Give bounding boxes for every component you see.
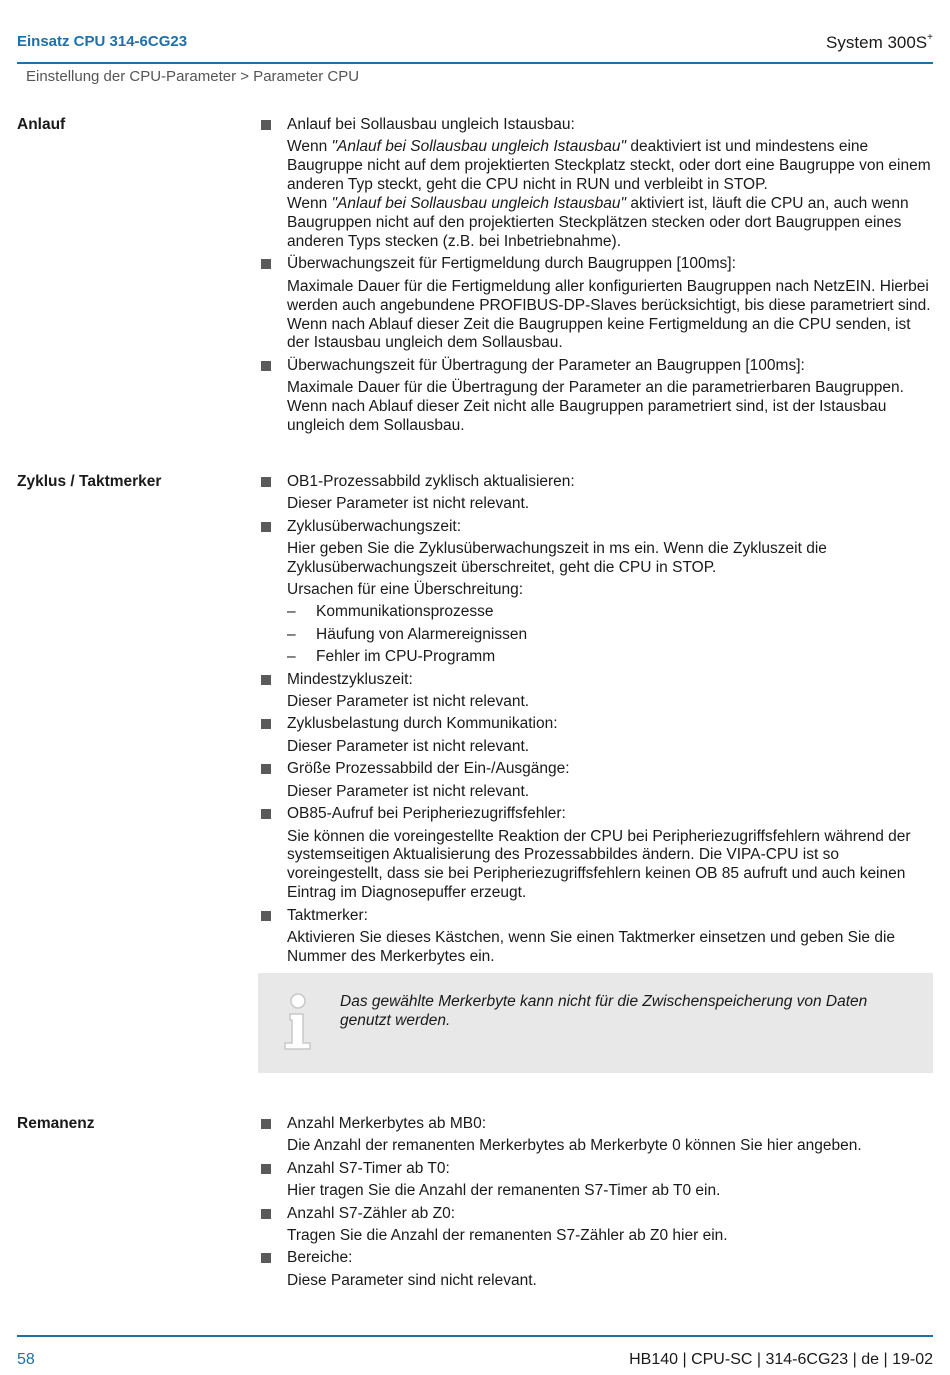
chapter-title: Einsatz CPU 314-6CG23 <box>17 33 188 50</box>
item-title: Überwachungszeit für Fertigmeldung durch Baugruppen [100ms]: <box>287 255 736 273</box>
item-description: Maximale Dauer für die Fertigmeldung aller konfigurierten Baugruppen nach NetzEIN. Hierbei werden auch angebundene PROFIBUS-DP-Slaves berücksichtigt, bis diese parametriert sind. Wenn nach Ablauf dieser Zeit die Baugruppen keine Fertigmeldung an die CPU senden, ist der Istausbau ungleich dem Sollausbau. <box>287 277 931 352</box>
list-item <box>258 518 933 667</box>
list-item <box>258 357 933 436</box>
square-bullet-icon <box>261 522 271 532</box>
dash-item-text: Häufung von Alarmereignissen <box>316 625 528 643</box>
dash-list-item <box>287 648 933 667</box>
dash-item-text: Kommunikationsprozesse <box>316 603 494 621</box>
square-bullet-icon <box>261 1164 271 1174</box>
breadcrumb: Einstellung der CPU-Parameter > Parameter CPU <box>26 68 360 85</box>
item-title: Zyklusüberwachungszeit: <box>287 517 462 535</box>
list-item <box>258 760 933 801</box>
item-title: OB85-Aufruf bei Peripheriezugriffsfehler: <box>287 805 566 823</box>
item-description: Diese Parameter sind nicht relevant. <box>287 1271 537 1289</box>
document-reference: HB140 | CPU-SC | 314-6CG23 | de | 19-02 <box>629 1351 933 1368</box>
sub-list-intro: Ursachen für eine Überschreitung: <box>287 581 524 599</box>
section-zyklus <box>258 471 933 970</box>
paragraph: Hier geben Sie die Zyklusüberwachungszeit in ms ein. Wenn die Zykluszeit die Zyklusüberwachungszeit überschreitet, geht die CPU in STOP. <box>287 540 827 577</box>
item-description: Maximale Dauer für die Übertragung der Parameter an die parametrierbaren Baugruppen. Wenn nach Ablauf dieser Zeit nicht alle Baugruppen parametriert sind, ist der Istausbau ungleich dem Sollausbau. <box>287 379 904 435</box>
item-description: Sie können die voreingestellte Reaktion der CPU bei Peripheriezugriffsfehlern während der systemseitigen Aktualisierung des Prozessabbildes ändern. Die VIPA-CPU ist so voreingestellt, dass sie bei Peripheriezugriffsfehlern keinen OB 85 aufruft und auch keinen Eintrag im Diagnosepuffer erzeugt. <box>287 827 911 902</box>
item-title: Anlauf bei Sollausbau ungleich Istausbau: <box>287 116 575 133</box>
section-remanenz <box>258 1113 933 1294</box>
item-title: Bereiche: <box>287 1249 353 1267</box>
info-note <box>258 973 933 1073</box>
system-superscript: + <box>927 32 933 44</box>
square-bullet-icon <box>261 911 271 921</box>
list-item <box>258 1249 933 1290</box>
square-bullet-icon <box>261 1119 271 1129</box>
item-description: Dieser Parameter ist nicht relevant. <box>287 782 530 800</box>
square-bullet-icon <box>261 1253 271 1263</box>
note-text: Das gewählte Merkerbyte kann nicht für die Zwischenspeicherung von Daten genutzt werden. <box>340 993 868 1029</box>
page-number: 58 <box>17 1351 35 1368</box>
square-bullet-icon <box>261 120 271 130</box>
item-description: Dieser Parameter ist nicht relevant. <box>287 495 530 513</box>
header-divider <box>17 62 933 64</box>
square-bullet-icon <box>261 477 271 487</box>
square-bullet-icon <box>261 1209 271 1219</box>
square-bullet-icon <box>261 719 271 729</box>
square-bullet-icon <box>261 361 271 371</box>
item-title: Mindestzykluszeit: <box>287 670 413 688</box>
paragraph <box>287 195 933 252</box>
text-run: Wenn <box>287 138 332 156</box>
item-description: Aktivieren Sie dieses Kästchen, wenn Sie einen Taktmerker einsetzen und geben Sie die Nummer des Merkerbytes ein. <box>287 929 896 965</box>
dash-list-item <box>287 626 933 645</box>
section-label-zyklus: Zyklus / Taktmerker <box>17 473 162 490</box>
text-run: deaktiviert ist und mindestens eine Baugruppe nicht auf dem projektierten Steckplatz steckt, oder dort eine Baugruppe von einem anderen Typ steckt, geht die CPU nicht in RUN und verbleibt in STOP. <box>287 138 931 194</box>
item-title: Überwachungszeit für Übertragung der Parameter an Baugruppen [100ms]: <box>287 356 805 374</box>
dash-bullet: – <box>287 603 296 621</box>
text-run: Wenn <box>287 195 332 213</box>
system-name <box>826 33 933 53</box>
list-item <box>258 1115 933 1156</box>
item-title: Zyklusbelastung durch Kommunikation: <box>287 715 558 733</box>
section-label-remanenz: Remanenz <box>17 1115 95 1132</box>
list-item <box>258 1160 933 1201</box>
list-item <box>258 805 933 903</box>
dash-list-item <box>287 603 933 622</box>
text-run: aktiviert ist, läuft die CPU an, auch wenn Baugruppen nicht auf den projektierten Steckplätzen stecken oder dort Baugruppen eines anderen Typs stecken (z.B. bei Inbetriebnahme). <box>287 195 909 250</box>
paragraph <box>287 138 933 195</box>
emphasis-text: "Anlauf bei Sollausbau ungleich Istausbau" <box>331 195 627 213</box>
item-title: Anzahl S7-Zähler ab Z0: <box>287 1204 456 1222</box>
item-description: Dieser Parameter ist nicht relevant. <box>287 693 530 711</box>
dash-bullet: – <box>287 625 296 643</box>
list-item <box>258 715 933 756</box>
item-description <box>287 138 933 251</box>
list-item <box>258 255 933 353</box>
dash-bullet: – <box>287 648 296 666</box>
system-label: System 300S <box>826 33 928 52</box>
square-bullet-icon <box>261 259 271 269</box>
square-bullet-icon <box>261 809 271 819</box>
list-item <box>258 116 933 252</box>
list-item <box>258 671 933 712</box>
item-title: Größe Prozessabbild der Ein-/Ausgänge: <box>287 760 570 778</box>
list-item <box>258 473 933 514</box>
section-label-anlauf: Anlauf <box>17 116 66 133</box>
item-title: Anzahl S7-Timer ab T0: <box>287 1159 450 1177</box>
emphasis-text: "Anlauf bei Sollausbau ungleich Istausbau" <box>331 138 627 156</box>
item-description: Die Anzahl der remanenten Merkerbytes ab Merkerbyte 0 können Sie hier angeben. <box>287 1137 862 1155</box>
item-description <box>287 540 933 667</box>
square-bullet-icon <box>261 764 271 774</box>
item-title: Anzahl Merkerbytes ab MB0: <box>287 1115 487 1132</box>
section-anlauf <box>258 114 933 440</box>
list-item <box>258 1205 933 1246</box>
info-icon <box>282 993 316 1051</box>
list-item <box>258 907 933 967</box>
item-description: Dieser Parameter ist nicht relevant. <box>287 737 530 755</box>
item-description: Tragen Sie die Anzahl der remanenten S7-Zähler ab Z0 hier ein. <box>287 1227 728 1245</box>
item-description: Hier tragen Sie die Anzahl der remanenten S7-Timer ab T0 ein. <box>287 1182 721 1200</box>
square-bullet-icon <box>261 675 271 685</box>
footer-divider <box>17 1335 933 1337</box>
dash-item-text: Fehler im CPU-Programm <box>316 648 496 666</box>
item-title: OB1-Prozessabbild zyklisch aktualisieren: <box>287 473 575 490</box>
item-title: Taktmerker: <box>287 906 368 924</box>
